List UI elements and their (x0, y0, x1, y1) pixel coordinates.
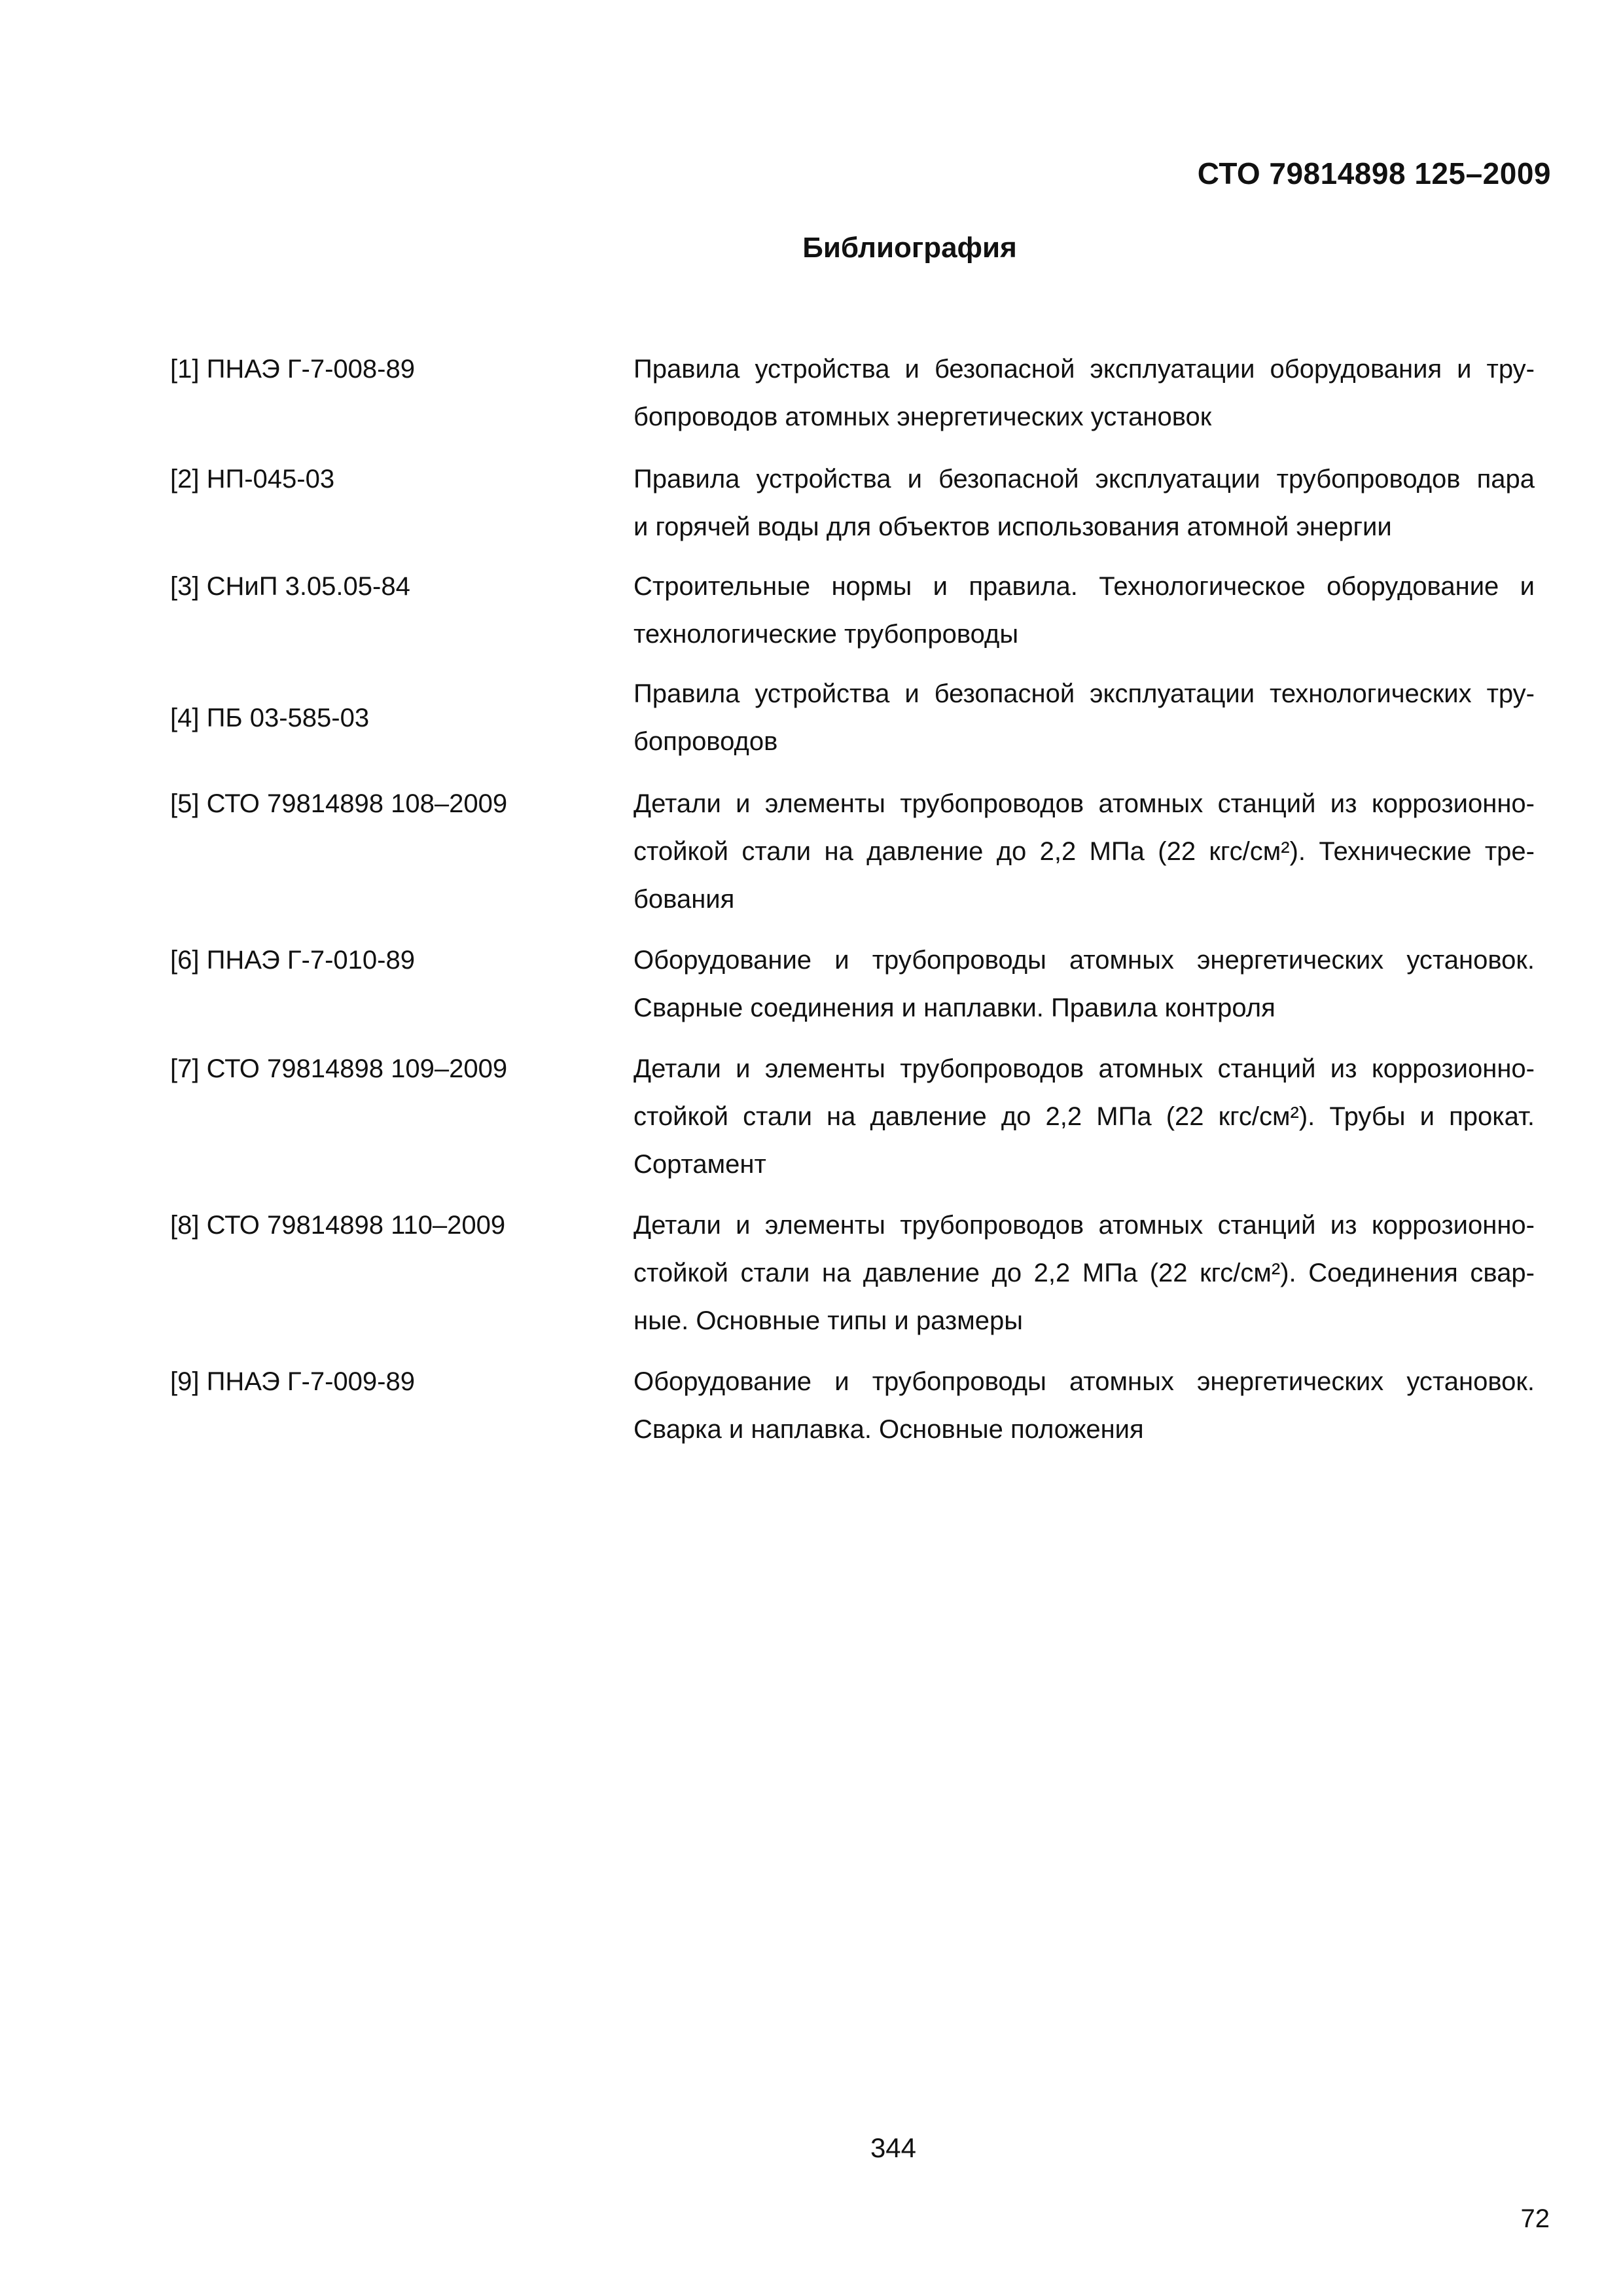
entry-description-line: и горячей воды для объектов использования атомной энергии (633, 512, 1392, 541)
entry-description (633, 937, 1535, 1032)
entry-description (633, 1202, 1535, 1345)
entry-description (633, 456, 1535, 551)
entry-description-line: бопроводов (633, 727, 778, 756)
entry-description-line: Сварка и наплавка. Основные положения (633, 1415, 1144, 1444)
entry-description-line: бования (633, 885, 735, 914)
entry-reference: [8] СТО 79814898 110–2009 (170, 1211, 506, 1240)
bibliography-entry (170, 1358, 1535, 1454)
entry-description-line: Детали и элементы трубопроводов атомных станций из коррозионно- (633, 789, 1535, 818)
entry-description (633, 780, 1535, 924)
entry-description (633, 670, 1535, 766)
entry-reference: [5] СТО 79814898 108–2009 (170, 789, 508, 818)
entry-reference: [4] ПБ 03-585-03 (170, 703, 370, 732)
bibliography-entry (170, 346, 1535, 441)
entry-description-line: Правила устройства и безопасной эксплуатации оборудования и тру- (633, 355, 1535, 384)
bibliography-entry (170, 937, 1535, 1032)
entry-reference: [1] ПНАЭ Г-7-008-89 (170, 355, 415, 384)
entry-description-line: Детали и элементы трубопроводов атомных станций из коррозионно- (633, 1211, 1535, 1240)
entry-description-line: Сварные соединения и наплавки. Правила контроля (633, 994, 1275, 1022)
entry-description (633, 346, 1535, 441)
entry-description-line: ные. Основные типы и размеры (633, 1306, 1023, 1335)
page-number-center: 344 (870, 2132, 917, 2163)
entry-description-line: стойкой стали на давление до 2,2 МПа (22 кгс/см²). Технические тре- (633, 837, 1535, 866)
document-code: СТО 79814898 125–2009 (1197, 156, 1551, 190)
entry-description-line: стойкой стали на давление до 2,2 МПа (22 кгс/см²). Соединения свар- (633, 1259, 1535, 1287)
entry-description-line: Строительные нормы и правила. Технологическое оборудование и (633, 572, 1535, 601)
entry-reference: [3] СНиП 3.05.05-84 (170, 572, 410, 601)
entry-description-line: технологические трубопроводы (633, 620, 1019, 649)
entry-description-line: Сортамент (633, 1150, 766, 1179)
entry-description-line: бопроводов атомных энергетических установок (633, 403, 1212, 431)
bibliography-entry (170, 1202, 1535, 1345)
entry-reference: [2] НП-045-03 (170, 465, 335, 493)
page-number-corner: 72 (1520, 2204, 1550, 2233)
entry-description (633, 1045, 1535, 1189)
entry-reference: [6] ПНАЭ Г-7-010-89 (170, 946, 415, 975)
entry-description-line: стойкой стали на давление до 2,2 МПа (22 кгс/см²). Трубы и прокат. (633, 1102, 1535, 1131)
page-title: Библиография (802, 232, 1017, 264)
bibliography-entry (170, 670, 1535, 766)
entry-description-line: Правила устройства и безопасной эксплуатации технологических тру- (633, 679, 1535, 708)
bibliography-entry (170, 1045, 1535, 1189)
entry-description-line: Правила устройства и безопасной эксплуатации трубопроводов пара (633, 465, 1535, 493)
bibliography-list (170, 346, 1535, 1454)
entry-description-line: Оборудование и трубопроводы атомных энергетических установок. (633, 946, 1535, 975)
entry-reference: [9] ПНАЭ Г-7-009-89 (170, 1367, 415, 1396)
bibliography-entry (170, 780, 1535, 924)
bibliography-entry (170, 563, 1535, 658)
entry-description-line: Детали и элементы трубопроводов атомных станций из коррозионно- (633, 1054, 1535, 1083)
entry-description-line: Оборудование и трубопроводы атомных энергетических установок. (633, 1367, 1535, 1396)
entry-description (633, 563, 1535, 658)
entry-reference: [7] СТО 79814898 109–2009 (170, 1054, 508, 1083)
bibliography-entry (170, 456, 1535, 551)
entry-description (633, 1358, 1535, 1454)
